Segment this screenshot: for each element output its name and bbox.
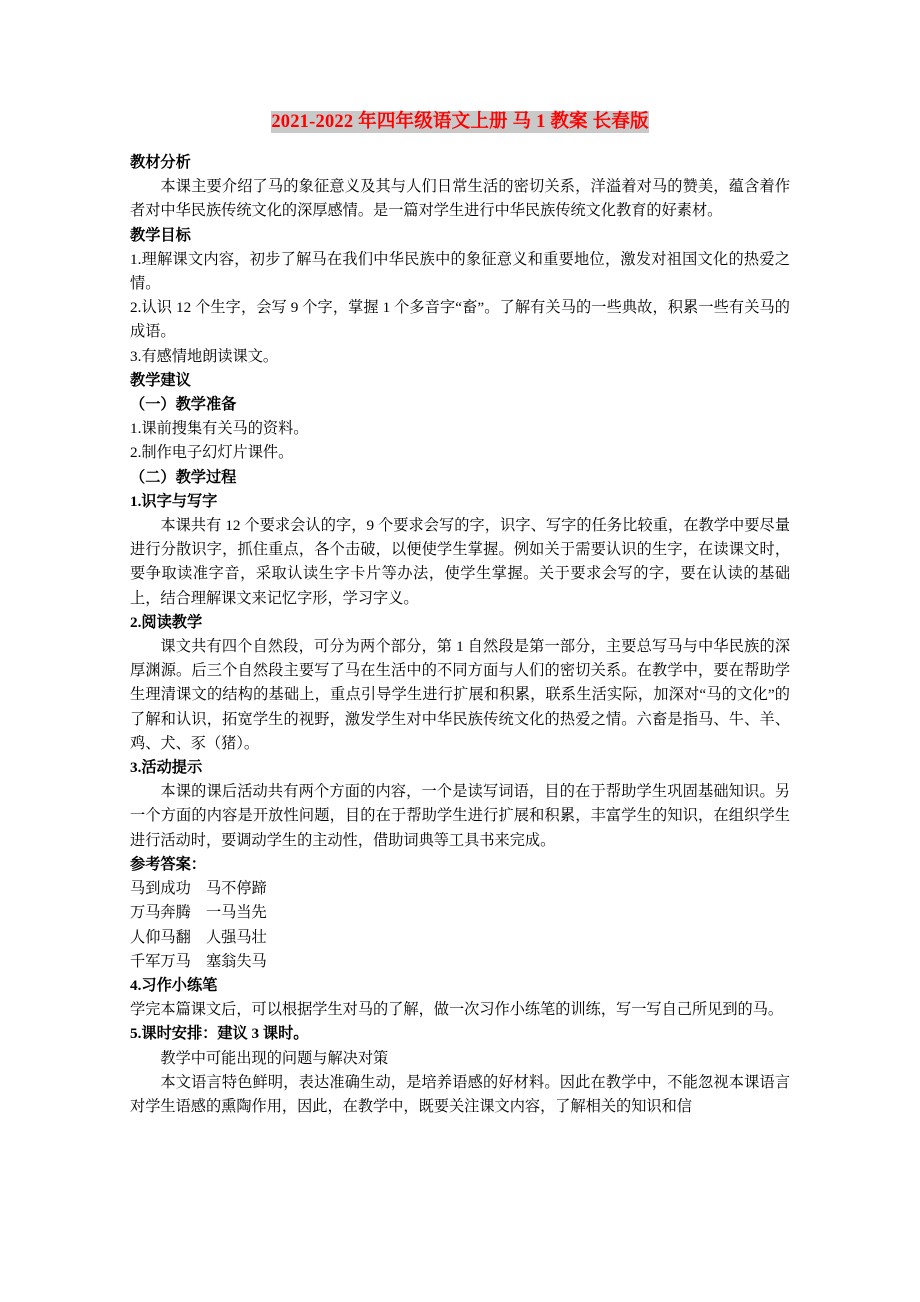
document-title <box>130 108 790 137</box>
section-heading-teaching-suggestions: 教学建议 <box>130 371 191 389</box>
document-title-text: 2021-2022 年四年级语文上册 马 1 教案 长春版 <box>271 112 649 132</box>
process-heading-class-schedule: 5.课时安排：建议 3 课时。 <box>130 1025 309 1043</box>
process-body-writing-practice: 学完本篇课文后，可以根据学生对马的了解，做一次习作小练笔的训练，写一写自己所见到的马。 <box>130 1001 784 1019</box>
objective-item-2: 2.认识 12 个生字，会写 9 个字，掌握 1 个多音字“畜”。了解有关马的一些典故，积累一些有关马的成语。 <box>130 299 790 341</box>
section-heading-teaching-objectives: 教学目标 <box>130 226 191 244</box>
section-heading-material-analysis: 教材分析 <box>130 154 191 171</box>
idiom-row: 人仰马翻 人强马壮 <box>130 928 267 946</box>
subsection-heading-teaching-preparation: （一）教学准备 <box>130 396 237 414</box>
process-heading-literacy-writing: 1.识字与写字 <box>130 492 218 510</box>
process-heading-reading-instruction: 2.阅读教学 <box>130 613 203 631</box>
subsection-heading-teaching-process: （二）教学过程 <box>130 468 237 486</box>
objective-item-3: 3.有感情地朗读课文。 <box>130 347 279 365</box>
process-body-reading-instruction: 课文共有四个自然段，可分为两个部分，第 1 自然段是第一部分，主要总写马与中华民族的深厚渊源。后三个自然段主要写了马在生活中的不同方面与人们的密切关系。在教学中，要在帮助学生理清课文的结构的基础上，重点引导学生进行扩展和积累，联系生活实际，加深对“马的文化”的了解和认识，拓宽学生的视野，激发学生对中华民族传统文化的热爱之情。六畜是指马、牛、羊、鸡、犬、豕（猪）。 <box>130 638 790 752</box>
paragraph-material-analysis: 本课主要介绍了马的象征意义及其与人们日常生活的密切关系，洋溢着对马的赞美，蕴含着作者对中华民族传统文化的深厚感情。是一篇对学生进行中华民族传统文化教育的好素材。 <box>130 178 790 220</box>
objective-item-1: 1.理解课文内容，初步了解马在我们中华民族中的象征意义和重要地位，激发对祖国文化的热爱之情。 <box>130 250 790 293</box>
idiom-row: 马到成功 马不停蹄 <box>130 880 267 898</box>
document-body <box>130 108 790 1119</box>
idiom-row: 万马奔腾 一马当先 <box>130 904 267 922</box>
schedule-body: 本文语言特色鲜明，表达准确生动，是培养语感的好材料。因此在教学中，不能忽视本课语言对学生语感的熏陶作用，因此，在教学中，既要关注课文内容，了解相关的知识和信 <box>130 1073 790 1115</box>
process-body-literacy-writing: 本课共有 12 个要求会认的字，9 个要求会写的字，识字、写字的任务比较重，在教学中要尽量进行分散识字，抓住重点，各个击破，以便使学生掌握。例如关于需要认识的生字，在读课文时，要争取读准字音，采取认读生字卡片等办法，使学生掌握。关于要求会写的字，要在认读的基础上，结合理解课文来记忆字形，学习字义。 <box>130 517 790 607</box>
schedule-note: 教学中可能出现的问题与解决对策 <box>160 1049 389 1067</box>
answers-heading: 参考答案： <box>130 855 206 873</box>
process-heading-activity-tips: 3.活动提示 <box>130 759 203 777</box>
preparation-item-1: 1.课前搜集有关马的资料。 <box>130 420 309 438</box>
preparation-item-2: 2.制作电子幻灯片课件。 <box>130 444 294 462</box>
process-heading-writing-practice: 4.习作小练笔 <box>130 976 218 994</box>
idiom-row: 千军万马 塞翁失马 <box>130 952 267 970</box>
process-body-activity-tips: 本课的课后活动共有两个方面的内容，一个是读写词语，目的在于帮助学生巩固基础知识。另一个方面的内容是开放性问题，目的在于帮助学生进行扩展和积累，丰富学生的知识，在组织学生进行活动时，要调动学生的主动性，借助词典等工具书来完成。 <box>130 783 790 849</box>
